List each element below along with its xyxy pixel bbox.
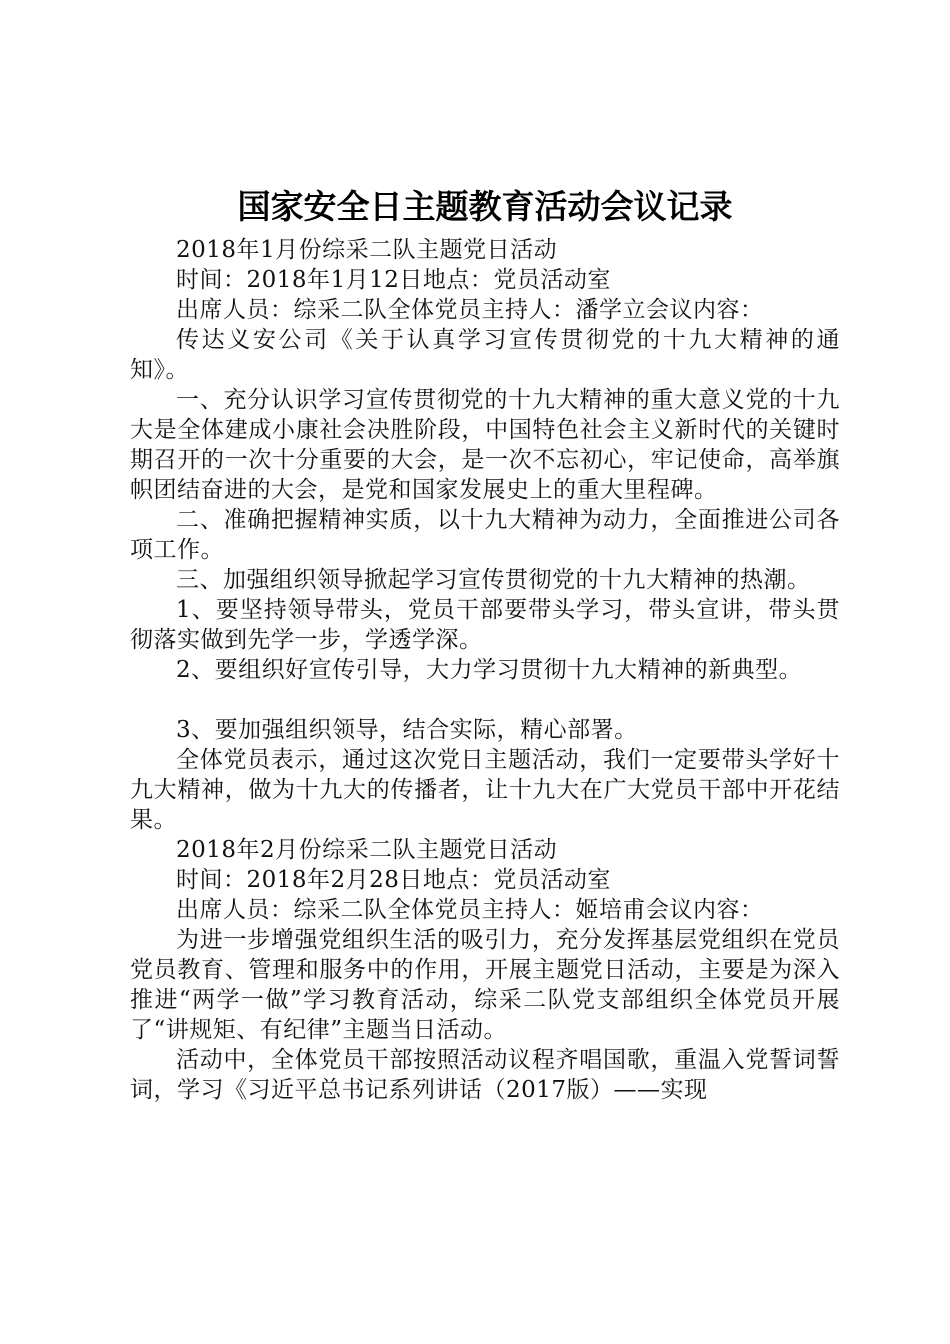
paragraph-notice: 传达义安公司《关于认真学习宣传贯彻党的十九大精神的通知》。 xyxy=(130,327,840,383)
document-body xyxy=(130,185,840,1105)
paragraph-attendees-jan: 出席人员：综采二队全体党员主持人：潘学立会议内容： xyxy=(176,297,764,323)
paragraph-activity-details: 活动中，全体党员干部按照活动议程齐唱国歌，重温入党誓词誓词，学习《习近平总书记系列讲话（2017版）——实现 xyxy=(130,1047,840,1103)
paragraph-point-three: 三、加强组织领导掀起学习宣传贯彻党的十九大精神的热潮。 xyxy=(176,567,811,593)
paragraph-time-jan: 时间：2018年1月12日地点：党员活动室 xyxy=(176,267,611,293)
paragraph-point-one: 一、充分认识学习宣传贯彻党的十九大精神的重大意义党的十九大是全体建成小康社会决胜阶段，中国特色社会主义新时代的关键时期召开的一次十分重要的大会，是一次不忘初心，牢记使命，高举旗帜团结奋进的大会，是党和国家发展史上的重大里程碑。 xyxy=(130,387,840,503)
paragraph-purpose: 为进一步增强党组织生活的吸引力，充分发挥基层党组织在党员党员教育、管理和服务中的作用，开展主题党日活动，主要是为深入推进“两学一做”学习教育活动，综采二队党支部组织全体党员开展了“讲规矩、有纪律”主题当日活动。 xyxy=(130,927,840,1043)
paragraph-point-two: 二、准确把握精神实质，以十九大精神为动力，全面推进公司各项工作。 xyxy=(130,507,840,563)
paragraph-item-two: 2、要组织好宣传引导，大力学习贯彻十九大精神的新典型。 xyxy=(176,657,803,683)
paragraph-time-feb: 时间：2018年2月28日地点：党员活动室 xyxy=(176,867,611,893)
paragraph-item-one: 1、要坚持领导带头，党员干部要带头学习，带头宣讲，带头贯彻落实做到先学一步，学透学深。 xyxy=(130,597,840,653)
paragraph-activity-jan: 2018年1月份综采二队主题党日活动 xyxy=(176,237,558,263)
paragraph-conclusion: 全体党员表示，通过这次党日主题活动，我们一定要带头学好十九大精神，做为十九大的传播者，让十九大在广大党员干部中开花结果。 xyxy=(130,747,840,833)
paragraph-activity-feb: 2018年2月份综采二队主题党日活动 xyxy=(176,837,558,863)
paragraph-attendees-feb: 出席人员：综采二队全体党员主持人：姬培甫会议内容： xyxy=(176,897,764,923)
document-title: 国家安全日主题教育活动会议记录 xyxy=(237,187,733,226)
paragraph-item-three: 3、要加强组织领导，结合实际，精心部署。 xyxy=(176,717,638,743)
